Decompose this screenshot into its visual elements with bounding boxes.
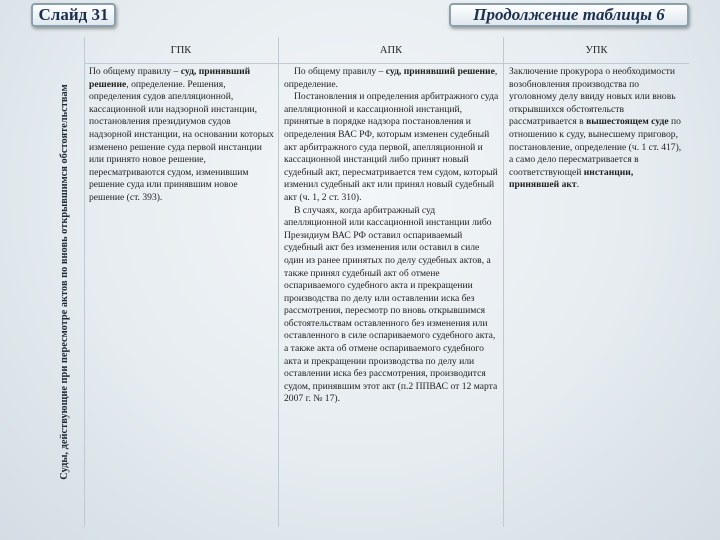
- upk-paragraph: [509, 66, 685, 192]
- apk-paragraph-3: В случаях, когда арбитражный суд апелляционной или кассационной инстанции либо Президиум ВАС РФ оставил оспариваемый судебный акт без изменения или оставил в силе один из ранее принятых по делу судебных актов, а также принял судебный акт об отмене оспариваемого судебного акта и прекращении производства по делу или оставлении иска без рассмотрения, пересмотр по вновь открывшимся обстоятельствам оставленного без изменения или оставленного в силе оспариваемого судебного акта, а также акта об отмене оспариваемого судебного акта и прекращении производства по делу или оставлении иска без рассмотрения, производится судом, принявшим этот акт (п.2 ППВАС от 12 марта 2007 г. № 17).: [284, 204, 498, 405]
- apk-bold-1: суд, принявший решение: [385, 66, 495, 77]
- gpk-text-1: По общему правилу –: [89, 66, 181, 77]
- cell-apk: [279, 64, 503, 406]
- upk-bold-2: инстанции, принявшей акт: [509, 166, 634, 191]
- apk-paragraph-1: [284, 66, 499, 91]
- cell-gpk: [84, 64, 278, 205]
- apk-paragraph-2: Постановления и определения арбитражного суда апелляционной и кассационной инстанций, принятые в порядке надзора постановления и определения ВАС РФ, которым изменен судебный акт арбитражного суда первой, апелляционной и кассационной инстанций либо принят новый судебный акт, пересматривается тем судом, который изменил судебный акт или принял новый судебный акт (ч. 1, 2 ст. 310).: [284, 91, 499, 203]
- upk-text-3: .: [576, 179, 580, 191]
- slide-number-label: Слайд 31: [38, 5, 109, 24]
- column-header-upk: УПК: [504, 37, 689, 64]
- cell-upk: [504, 64, 689, 192]
- apk-text-1: По общему правилу –: [294, 66, 386, 77]
- slide-number-badge: [31, 3, 116, 27]
- row-header-label: Суды, действующие при пересмотре актов по вновь открывшимся обстоятельствам: [58, 84, 70, 480]
- column-gpk: [84, 37, 279, 527]
- gpk-text-2: , определение. Решения, определения судов апелляционной, кассационной или надзорной инстанции, постановления президиумов судов надзорной инстанции, на основании которых изменено решение суда первой инстанции или принято новое решение, пересматриваются судом, изменившим решение суда или принявшим новое решение (ст. 393).: [89, 78, 274, 203]
- table-continuation-badge: [449, 3, 689, 27]
- gpk-bold-1: суд, принявший решение: [89, 66, 251, 90]
- upk-text-1: Заключение прокурора о необходимости возобновления производства по уголовному делу ввиду новых или вновь открывшихся обстоятельств рассматривается в: [509, 66, 676, 128]
- column-header-gpk: ГПК: [84, 37, 278, 64]
- upk-bold-1: вышестоящем суде: [586, 116, 669, 128]
- gpk-paragraph: [89, 66, 274, 205]
- apk-text-2: , определение.: [284, 66, 498, 90]
- column-upk: [504, 37, 689, 527]
- column-apk: [279, 37, 504, 527]
- comparison-table: [46, 37, 689, 527]
- upk-text-2: по отношению к суду, вынесшему приговор, постановление, определение (ч. 1 ст. 417), а само дело пересматривается в соответствующей: [509, 116, 682, 178]
- column-header-apk: АПК: [279, 37, 503, 64]
- table-continuation-label: Продолжение таблицы 6: [473, 5, 665, 24]
- row-header-cell: [46, 37, 85, 527]
